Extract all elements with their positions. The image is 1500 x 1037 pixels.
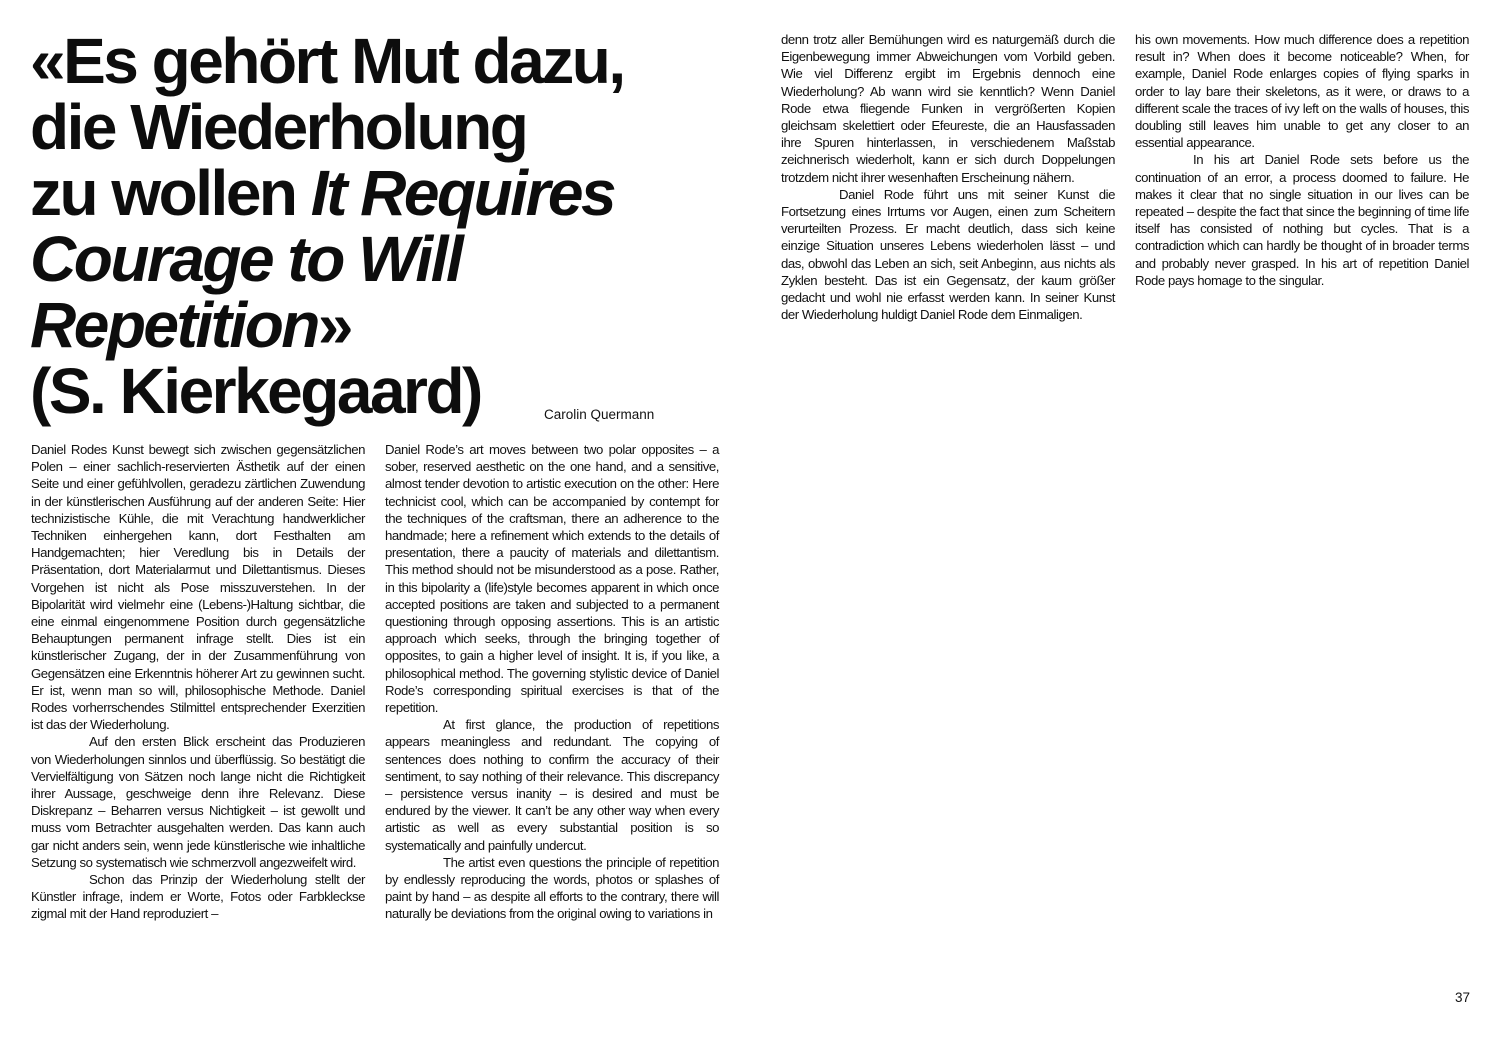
paragraph: his own movements. How much difference does a repetition result in? When does it become noticeable? When, for example, Daniel Rode enlarges copies of flying sparks in order to lay bare their skeletons, as it were, or draws to a different scale the traces of ivy left on the walls of houses, this doubling still leaves him unable to get any closer to an essential appearance. (1135, 32, 1469, 151)
paragraph: At first glance, the production of repetitions appears meaningless and redundant. The copying of sentences does nothing to confirm the accuracy of their sentiment, to say nothing of their relevance. This discrepancy – persistence versus inanity – is desired and must be endured by the viewer. It can’t be any other way when every artistic as well as every substantial position is so systematically and painfully undercut. (385, 717, 719, 853)
headline-line-2: die Wiederholung (30, 91, 527, 163)
headline-line-3-italic: It Requires (310, 157, 615, 229)
headline-line-4 (30, 223, 730, 295)
paragraph: Daniel Rode führt uns mit seiner Kunst die Fortsetzung eines Irrtums vor Augen, einen zum Scheitern verurteilten Prozess. Er macht deutlich, dass sich keine einzige Situation unseres Lebens wiederholen lässt – und das, obwohl das Leben an sich, seit Anbeginn, aus nichts als Zyklen besteht. Das ist ein Gegensatz, der kaum größer gedacht und wohl nie erfasst werden kann. In seiner Kunst der Wiederholung huldigt Daniel Rode dem Einmaligen. (781, 186, 1115, 323)
headline-line-4-italic: Courage to Will (30, 223, 462, 295)
body-column-english-1 (385, 441, 719, 923)
paragraph: Schon das Prinzip der Wiederholung stellt der Künstler infrage, indem er Worte, Fotos oder Farbkleckse zigmal mit der Hand reproduziert – (31, 872, 365, 922)
paragraph: denn trotz aller Bemühungen wird es naturgemäß durch die Eigenbewegung immer Abweichungen vom Vorbild geben. Wie viel Differenz ergibt im Ergebnis dennoch eine Wiederholung? Ab wann wird sie kenntlich? Wenn Daniel Rode etwa fliegende Funken in vergrößerten Kopien gleichsam skelettiert oder Efeureste, die an Hausfassaden ihre Spuren hinterlassen, in verschiedenem Maßstab zeichnerisch wiederholt, kann er sich durch Doppelungen trotzdem nicht ihrer wesenhaften Erscheinung nähern. (781, 32, 1115, 185)
headline-line-3-roman: zu wollen (30, 157, 311, 229)
body-column-english-2 (1135, 31, 1469, 289)
paragraph: Daniel Rodes Kunst bewegt sich zwischen gegensätzlichen Polen – einer sachlich-reservierten Ästhetik auf der einen Seite und einer gefühlvollen, geradezu zärtlichen Zuwendung in der künstlerischen Ausführung auf der anderen Seite: Hier technizistische Kühle, die mit Verachtung handwerklicher Techniken einhergehen kann, dort Festhalten am Handgemachten; hier Veredlung bis in Details der Präsentation, dort Materialarmut und Dilettantismus. Dieses Vorgehen ist nicht als Pose misszuverstehen. In der Bipolarität wird vielmehr eine (Lebens-)Haltung sichtbar, die eine einmal eingenommene Position durch gegensätzliche Behauptungen permanent infrage stellt. Dies ist ein künstlerischer Zugang, der in der Zusammenführung von Gegensätzen eine Erkenntnis höherer Art zu gewinnen sucht. Er ist, wenn man so will, philosophische Methode. Daniel Rodes vorherrschendes Stilmittel entsprechender Exerzitien ist das der Wiederholung. (31, 442, 365, 733)
headline-line-6: (S. Kierkegaard) (30, 355, 481, 427)
paragraph: Auf den ersten Blick erscheint das Produzieren von Wiederholungen sinnlos und überflüssig. So bestätigt die Vervielfältigung von Sätzen noch lange nicht die Richtigkeit ihrer Aussage, geschweige denn ihre Relevanz. Diese Diskrepanz – Beharren versus Nichtigkeit – ist gewollt und muss vom Betrachter ausgehalten werden. Das kann auch gar nicht anders sein, wenn jede künstlerische wie inhaltliche Setzung so systematisch wie schmerzvoll angezweifelt wird. (31, 734, 365, 870)
paragraph: In his art Daniel Rode sets before us the continuation of an error, a process doomed to failure. He makes it clear that no single situation in our lives can be repeated – despite the fact that since the beginning of time life itself has consisted of nothing but cycles. That is a contradiction which can hardly be thought of in broader terms and probably never grasped. In his art of repetition Daniel Rode pays homage to the singular. (1135, 152, 1469, 288)
headline-line-5-roman: » (317, 289, 351, 361)
paragraph: Daniel Rode’s art moves between two polar opposites – a sober, reserved aesthetic on the one hand, and a sensitive, almost tender devotion to artistic execution on the other: Here technicist cool, which can be accompanied by contempt for the techniques of the craftsman, there an adherence to the handmade; here a refinement which extends to the details of presentation, there a paucity of materials and dilettantism. This method should not be misunderstood as a pose. Rather, in this bipolarity a (life)style becomes apparent in which once accepted positions are taken and subjected to a permanent questioning through opposing assertions. This is an artistic approach which seeks, through the bringing together of opposites, to gain a higher level of insight. It is, if you like, a philosophical method. The governing stylistic device of Daniel Rode’s corresponding spiritual exercises is that of the repetition. (385, 442, 719, 716)
headline-line-3 (30, 157, 730, 229)
headline-line-1: «Es gehört Mut dazu, (30, 25, 624, 97)
body-column-german-2 (781, 31, 1115, 323)
body-column-german-1 (31, 441, 365, 923)
headline-line-5 (30, 289, 730, 361)
headline-line-5-italic: Repetition (30, 289, 318, 361)
author-name: Carolin Quermann (544, 407, 655, 422)
paragraph: The artist even questions the principle of repetition by endlessly reproducing the words, photos or splashes of paint by hand – as despite all efforts to the contrary, there will naturally be deviations from the original owing to variations in (385, 854, 719, 922)
page-number: 37 (1454, 990, 1470, 1005)
article-headline (30, 25, 730, 427)
